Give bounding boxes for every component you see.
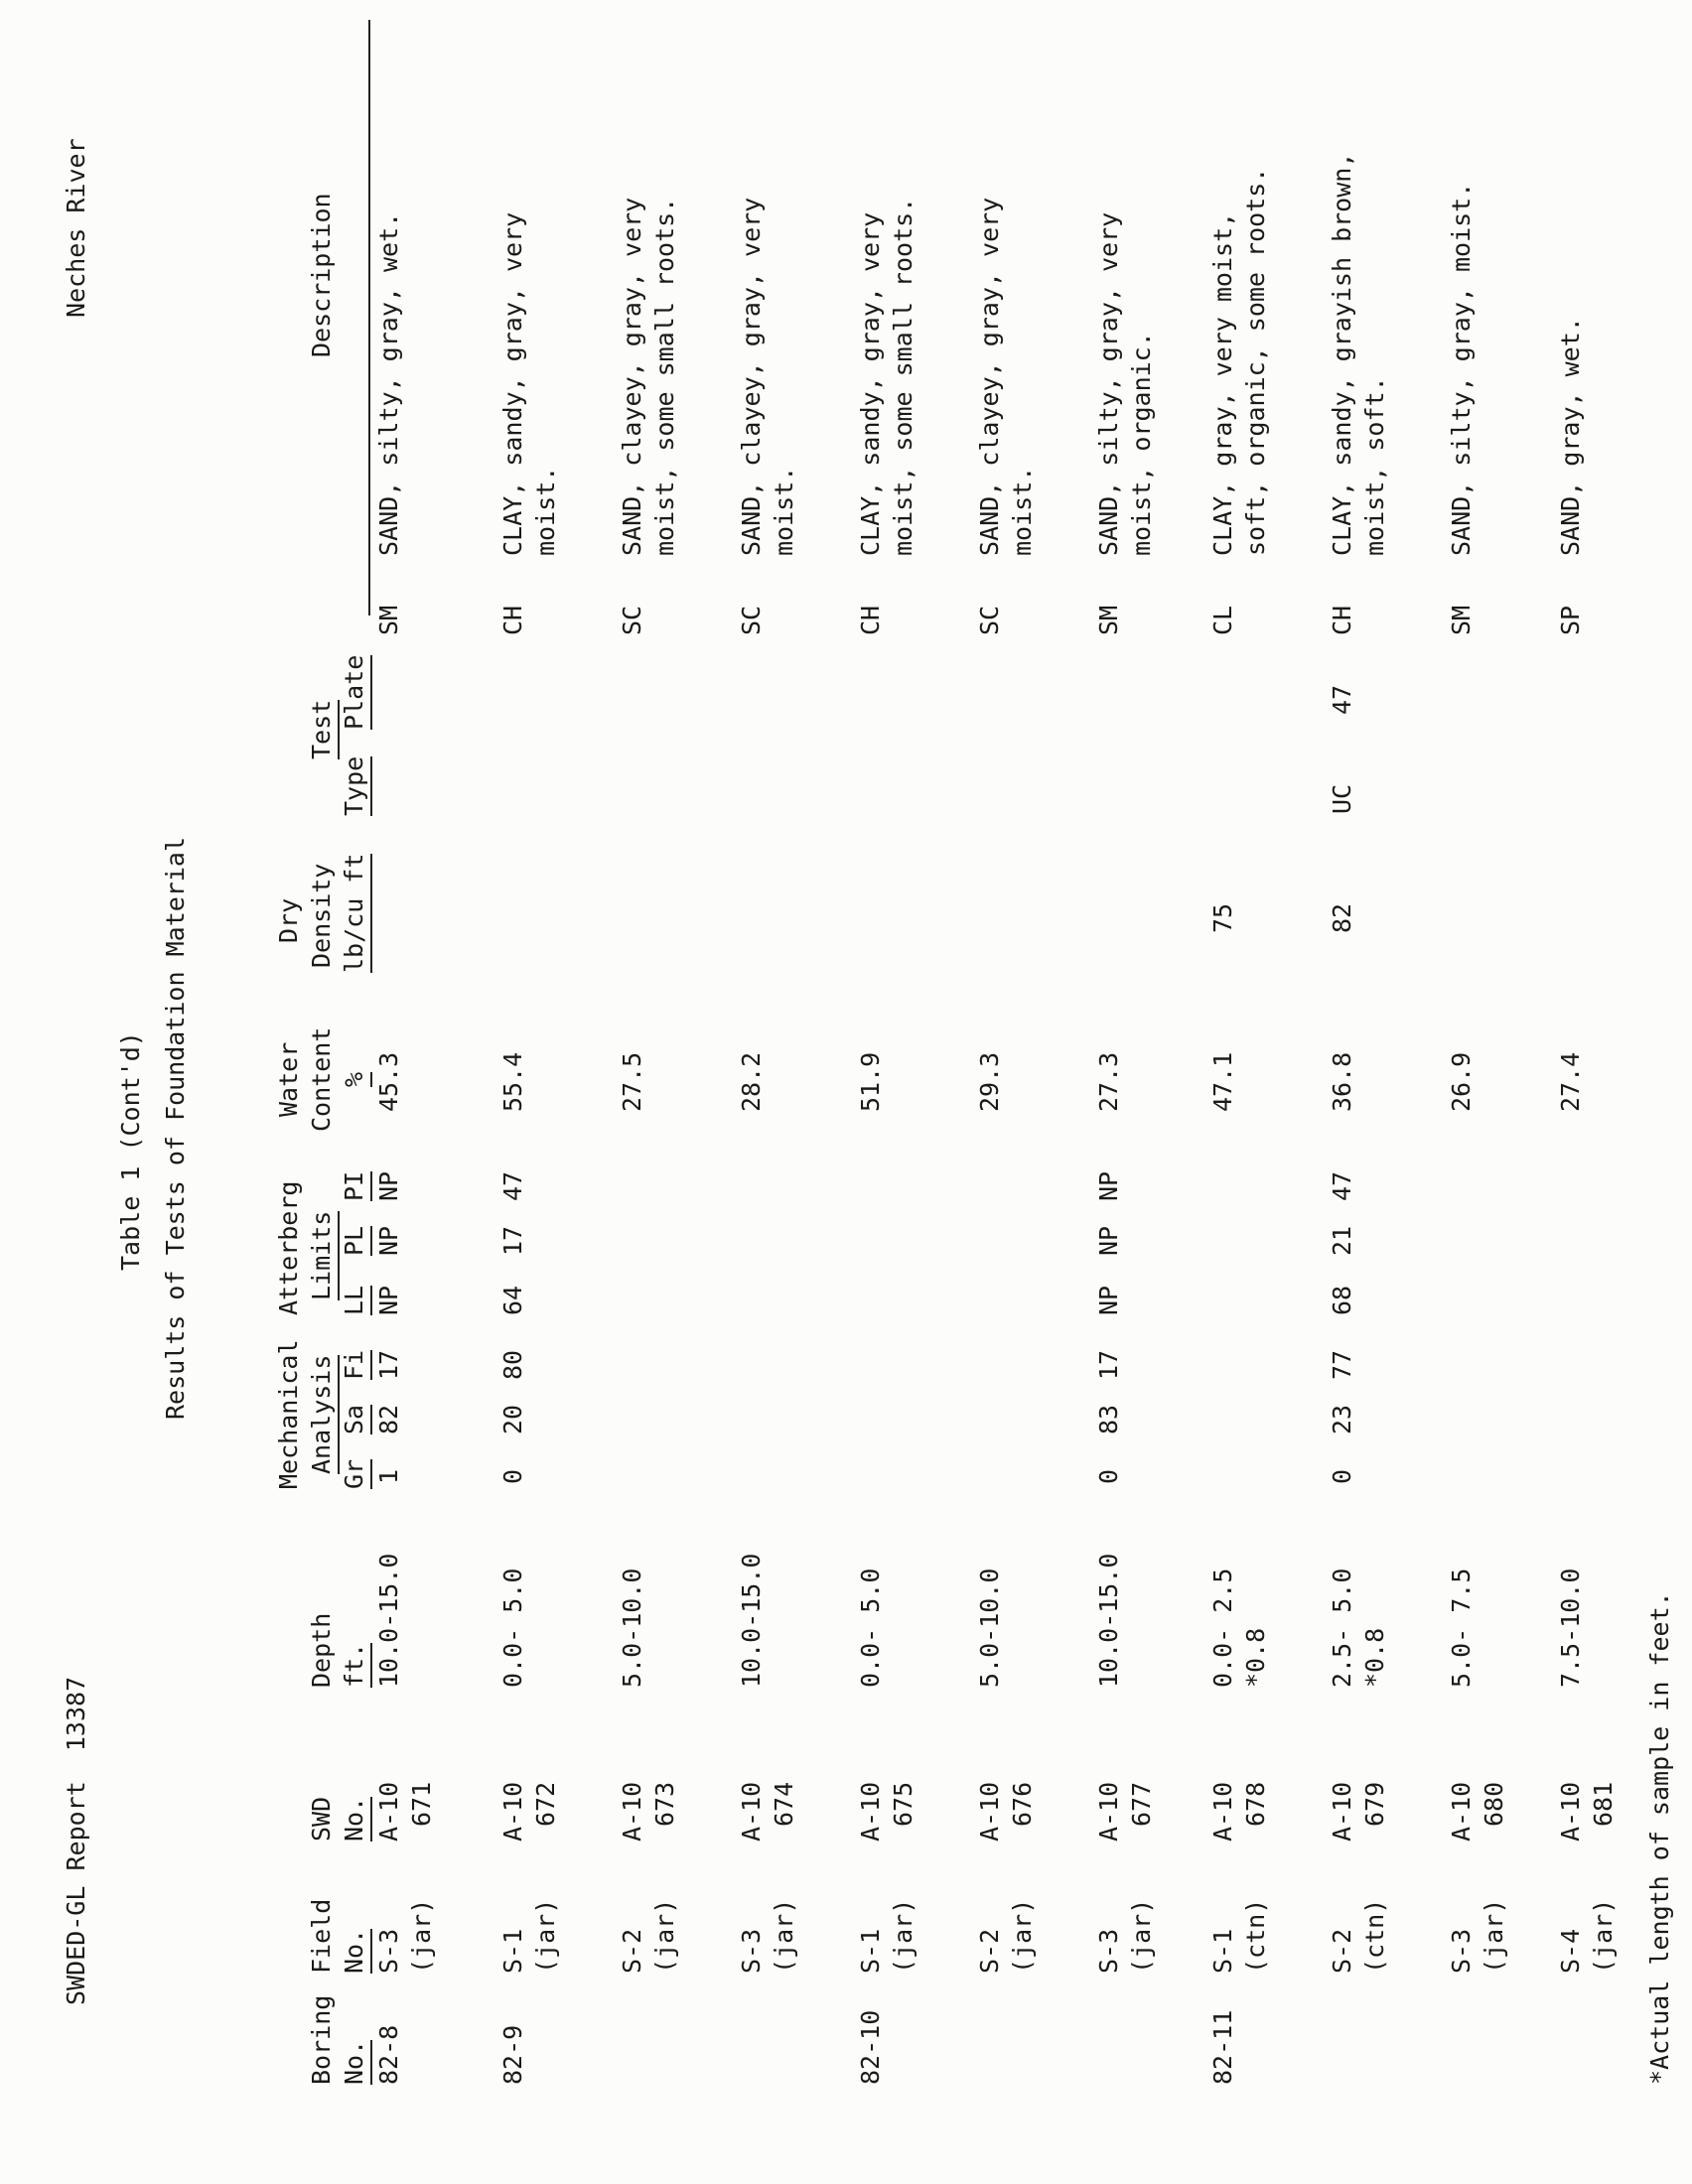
cell-plasticity-index: 47 xyxy=(1328,1170,1356,1201)
cell-test-type: UC xyxy=(1328,783,1356,814)
cell-depth: 0.0- 5.0 xyxy=(498,1568,527,1688)
cell-swd-no: A-10 xyxy=(1328,1781,1356,1842)
cell-field-no: S-3 xyxy=(737,1928,766,1974)
header-water: Water xyxy=(274,1041,303,1117)
header-fi: Fi xyxy=(338,1350,372,1380)
header-ll: LL xyxy=(338,1286,372,1315)
cell-dry-density: 82 xyxy=(1328,902,1356,933)
cell-fines: 17 xyxy=(1094,1349,1123,1380)
cell-water-content: 27.5 xyxy=(618,1051,646,1112)
cell-swd-sample: 679 xyxy=(1360,1781,1389,1827)
footnote: *Actual length of sample in feet. xyxy=(1645,1591,1674,2085)
cell-depth: 5.0- 7.5 xyxy=(1447,1568,1476,1688)
cell-swd-no: A-10 xyxy=(856,1781,885,1842)
cell-swd-no: A-10 xyxy=(1094,1781,1123,1842)
cell-gravel: 1 xyxy=(374,1468,403,1484)
cell-gravel: 0 xyxy=(1328,1468,1356,1484)
cell-classification: SC xyxy=(618,605,646,635)
cell-sand: 20 xyxy=(498,1404,527,1434)
cell-classification: SP xyxy=(1556,605,1585,635)
header-unit: lb/cu ft xyxy=(338,854,372,973)
cell-plasticity-index: NP xyxy=(374,1170,403,1201)
cell-description: CLAY, sandy, grayish brown, moist, soft. xyxy=(1328,152,1389,556)
cell-container: (jar) xyxy=(889,1898,917,1974)
cell-classification: SM xyxy=(374,605,403,635)
cell-container: (jar) xyxy=(1589,1898,1618,1974)
cell-boring-no: 82-9 xyxy=(498,2024,527,2085)
cell-water-content: 28.2 xyxy=(737,1051,766,1112)
header-depth-ft: ft. xyxy=(338,1643,372,1688)
cell-swd-sample: 672 xyxy=(531,1781,560,1827)
cell-water-content: 27.3 xyxy=(1094,1051,1123,1112)
header-test: Test xyxy=(305,700,340,759)
cell-fines: 17 xyxy=(374,1349,403,1380)
cell-plastic-limit: NP xyxy=(374,1225,403,1256)
header-atterberg: Atterberg xyxy=(274,1180,303,1315)
cell-field-no: S-2 xyxy=(975,1928,1004,1974)
header-type: Type xyxy=(338,756,372,816)
cell-container: (jar) xyxy=(650,1898,679,1974)
cell-classification: CH xyxy=(498,605,527,635)
cell-description: SAND, silty, gray, moist. xyxy=(1447,182,1476,556)
cell-actual-length: *0.8 xyxy=(1241,1627,1270,1688)
cell-water-content: 26.9 xyxy=(1447,1051,1476,1112)
cell-swd-sample: 677 xyxy=(1127,1781,1156,1827)
cell-description: CLAY, sandy, gray, very moist. xyxy=(498,211,560,556)
cell-container: (jar) xyxy=(1008,1898,1037,1974)
cell-water-content: 27.4 xyxy=(1556,1051,1585,1112)
cell-description: CLAY, sandy, gray, very moist, some small roots. xyxy=(856,197,917,556)
header-description: Description xyxy=(307,193,336,357)
cell-field-no: S-3 xyxy=(374,1928,403,1974)
cell-classification: SC xyxy=(737,605,766,635)
cell-fines: 80 xyxy=(498,1349,527,1380)
cell-field-no: S-2 xyxy=(618,1928,646,1974)
cell-depth: 10.0-15.0 xyxy=(1094,1553,1123,1688)
cell-container: (jar) xyxy=(1127,1898,1156,1974)
cell-field-no: S-4 xyxy=(1556,1928,1585,1974)
cell-boring-no: 82-8 xyxy=(374,2024,403,2085)
cell-depth: 5.0-10.0 xyxy=(618,1568,646,1688)
cell-description: SAND, clayey, gray, very moist, some small roots. xyxy=(618,197,679,556)
header-sa: Sa xyxy=(338,1405,372,1434)
cell-description: SAND, silty, gray, wet. xyxy=(374,211,403,556)
cell-sand: 23 xyxy=(1328,1404,1356,1434)
table-number: Table 1 (Cont'd) xyxy=(116,1031,145,1271)
cell-container: (jar) xyxy=(407,1898,436,1974)
cell-fines: 77 xyxy=(1328,1349,1356,1380)
cell-water-content: 55.4 xyxy=(498,1051,527,1112)
header-boring: Boring xyxy=(307,1994,336,2085)
location-name: Neches River xyxy=(62,138,90,318)
cell-description: SAND, silty, gray, very moist, organic. xyxy=(1094,211,1156,556)
table-title: Results of Tests of Foundation Material xyxy=(161,837,190,1420)
cell-depth: 7.5-10.0 xyxy=(1556,1568,1585,1688)
cell-swd-sample: 674 xyxy=(770,1781,798,1827)
cell-gravel: 0 xyxy=(1094,1468,1123,1484)
header-dry: Dry xyxy=(274,897,303,943)
cell-gravel: 0 xyxy=(498,1468,527,1484)
cell-boring-no: 82-11 xyxy=(1208,2009,1237,2085)
cell-liquid-limit: NP xyxy=(1094,1285,1123,1315)
cell-swd-sample: 678 xyxy=(1241,1781,1270,1827)
cell-swd-no: A-10 xyxy=(1208,1781,1237,1842)
cell-description: SAND, gray, wet. xyxy=(1556,317,1585,556)
cell-field-no: S-1 xyxy=(498,1928,527,1974)
cell-field-no: S-1 xyxy=(1208,1928,1237,1974)
cell-container: (jar) xyxy=(1480,1898,1508,1974)
cell-actual-length: *0.8 xyxy=(1360,1627,1389,1688)
report-number: SWDED-GL Report 13387 xyxy=(62,1676,90,2005)
cell-plastic-limit: 21 xyxy=(1328,1225,1356,1256)
cell-liquid-limit: NP xyxy=(374,1285,403,1315)
header-field: Field xyxy=(307,1898,336,1974)
cell-container: (jar) xyxy=(770,1898,798,1974)
cell-swd-no: A-10 xyxy=(737,1781,766,1842)
cell-swd-no: A-10 xyxy=(374,1781,403,1842)
cell-swd-sample: 675 xyxy=(889,1781,917,1827)
header-percent: % xyxy=(338,1072,372,1087)
description-rule xyxy=(368,20,370,615)
cell-classification: SM xyxy=(1094,605,1123,635)
cell-plasticity-index: 47 xyxy=(498,1170,527,1201)
cell-boring-no: 82-10 xyxy=(856,2009,885,2085)
cell-depth: 10.0-15.0 xyxy=(374,1553,403,1688)
header-content: Content xyxy=(307,1026,336,1132)
header-gr: Gr xyxy=(338,1459,372,1489)
cell-plate: 47 xyxy=(1328,684,1356,715)
cell-plastic-limit: 17 xyxy=(498,1225,527,1256)
cell-classification: CL xyxy=(1208,605,1237,635)
cell-container: (ctn) xyxy=(1360,1898,1389,1974)
cell-container: (jar) xyxy=(531,1898,560,1974)
cell-classification: SC xyxy=(975,605,1004,635)
header-boring-no: No. xyxy=(338,2040,372,2085)
cell-description: SAND, clayey, gray, very moist. xyxy=(975,197,1037,556)
cell-sand: 82 xyxy=(374,1404,403,1434)
header-analysis: Analysis xyxy=(305,1355,340,1474)
cell-liquid-limit: 64 xyxy=(498,1285,527,1315)
cell-swd-sample: 673 xyxy=(650,1781,679,1827)
cell-swd-sample: 676 xyxy=(1008,1781,1037,1827)
cell-swd-sample: 680 xyxy=(1480,1781,1508,1827)
cell-plasticity-index: NP xyxy=(1094,1170,1123,1201)
cell-swd-sample: 671 xyxy=(407,1781,436,1827)
cell-swd-sample: 681 xyxy=(1589,1781,1618,1827)
cell-field-no: S-3 xyxy=(1094,1928,1123,1974)
cell-swd-no: A-10 xyxy=(1556,1781,1585,1842)
cell-water-content: 45.3 xyxy=(374,1051,403,1112)
header-pi: PI xyxy=(338,1171,372,1201)
header-plate: Plate xyxy=(338,655,372,730)
cell-classification: SM xyxy=(1447,605,1476,635)
cell-depth: 5.0-10.0 xyxy=(975,1568,1004,1688)
header-swd: SWD xyxy=(307,1796,336,1842)
cell-field-no: S-3 xyxy=(1447,1928,1476,1974)
cell-field-no: S-1 xyxy=(856,1928,885,1974)
cell-swd-no: A-10 xyxy=(498,1781,527,1842)
header-swd-no: No. xyxy=(338,1797,372,1842)
header-pl: PL xyxy=(338,1226,372,1256)
cell-water-content: 51.9 xyxy=(856,1051,885,1112)
cell-water-content: 29.3 xyxy=(975,1051,1004,1112)
cell-water-content: 36.8 xyxy=(1328,1051,1356,1112)
cell-plastic-limit: NP xyxy=(1094,1225,1123,1256)
cell-depth: 0.0- 2.5 xyxy=(1208,1568,1237,1688)
header-depth: Depth xyxy=(307,1612,336,1688)
header-density: Density xyxy=(307,863,336,968)
cell-classification: CH xyxy=(856,605,885,635)
cell-description: CLAY, gray, very moist, soft, organic, some roots. xyxy=(1208,167,1270,556)
cell-liquid-limit: 68 xyxy=(1328,1285,1356,1315)
cell-water-content: 47.1 xyxy=(1208,1051,1237,1112)
cell-field-no: S-2 xyxy=(1328,1928,1356,1974)
header-mechanical: Mechanical xyxy=(274,1339,303,1489)
cell-description: SAND, clayey, gray, very moist. xyxy=(737,197,798,556)
cell-classification: CH xyxy=(1328,605,1356,635)
header-limits: Limits xyxy=(305,1211,340,1300)
cell-depth: 10.0-15.0 xyxy=(737,1553,766,1688)
cell-depth: 0.0- 5.0 xyxy=(856,1568,885,1688)
cell-depth: 2.5- 5.0 xyxy=(1328,1568,1356,1688)
cell-swd-no: A-10 xyxy=(975,1781,1004,1842)
cell-swd-no: A-10 xyxy=(618,1781,646,1842)
header-field-no: No. xyxy=(338,1929,372,1974)
cell-container: (ctn) xyxy=(1241,1898,1270,1974)
cell-dry-density: 75 xyxy=(1208,902,1237,933)
cell-swd-no: A-10 xyxy=(1447,1781,1476,1842)
cell-sand: 83 xyxy=(1094,1404,1123,1434)
